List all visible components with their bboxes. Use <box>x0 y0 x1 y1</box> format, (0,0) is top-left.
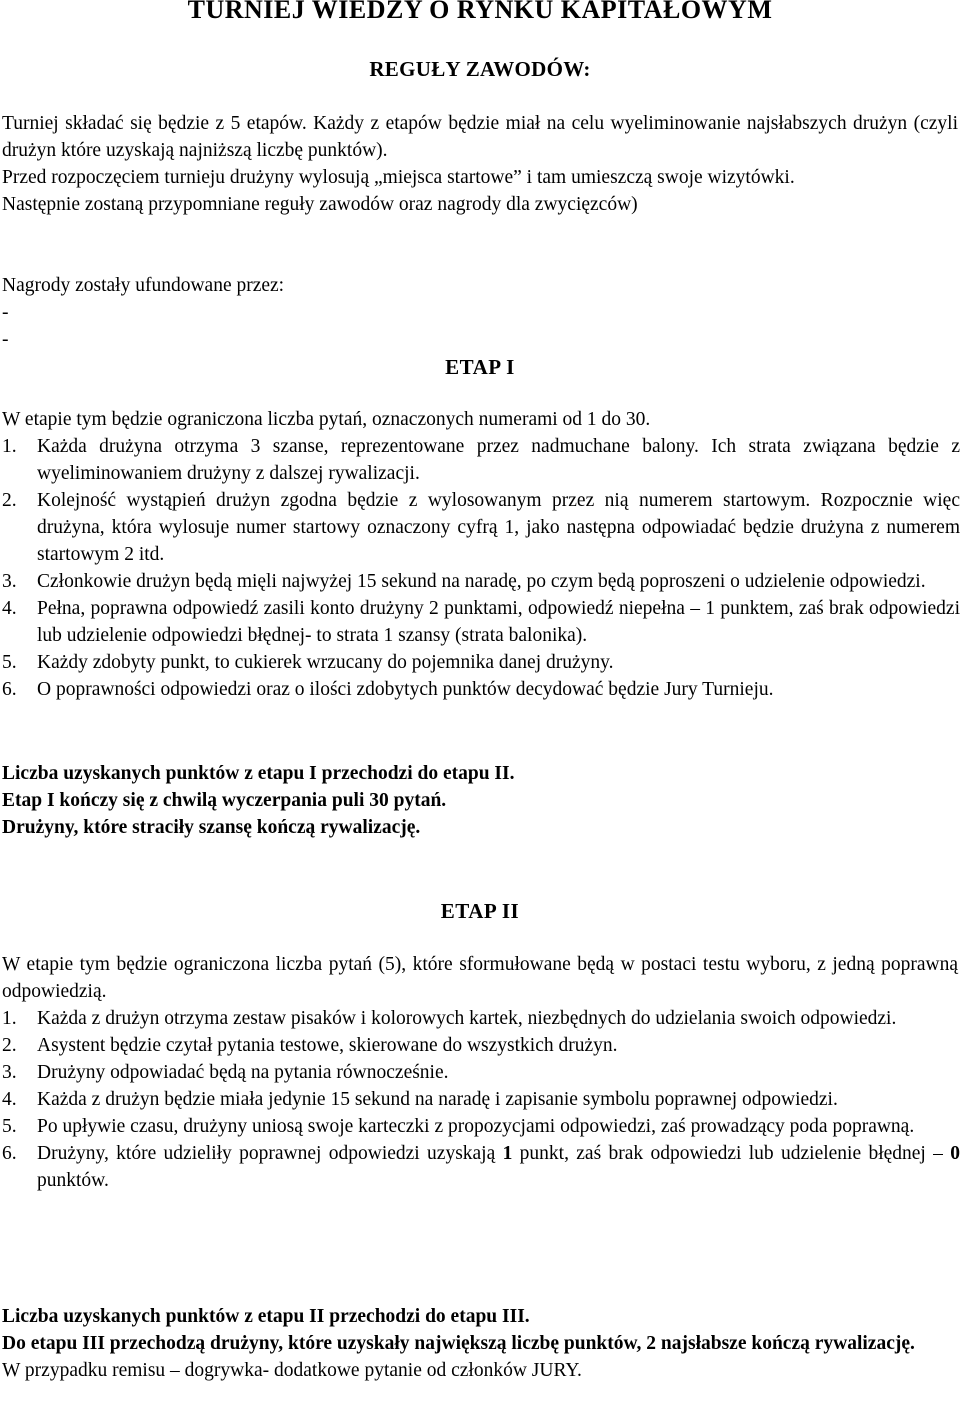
list-item <box>2 1140 960 1194</box>
stage2-intro: W etapie tym będzie ograniczona liczba pytań (5), które sformułowane będą w postaci testu wyboru, z jedną poprawną odpowiedzią. <box>2 954 958 1002</box>
item-number: 1. <box>2 1008 17 1029</box>
list-item <box>2 1032 960 1059</box>
summary-line: Drużyny, które straciły szansę kończą rywalizację. <box>2 817 421 838</box>
summary-line: Liczba uzyskanych punktów z etapu II przechodzi do etapu III. <box>2 1306 530 1327</box>
item-text: punktów. <box>37 1170 109 1191</box>
list-item <box>2 676 960 703</box>
item-text: Każda drużyna otrzyma 3 szanse, reprezentowane przez nadmuchane balony. Ich strata związana będzie z wyeliminowaniem drużyny z dalszej rywalizacji. <box>37 436 960 484</box>
list-item <box>2 1113 960 1140</box>
rules-subtitle: REGUŁY ZAWODÓW: <box>369 57 591 81</box>
list-item <box>2 649 960 676</box>
item-text: Asystent będzie czytał pytania testowe, skierowane do wszystkich drużyn. <box>37 1035 618 1056</box>
intro-paragraph: Następnie zostaną przypomniane reguły zawodów oraz nagrody dla zwycięzców) <box>2 194 638 215</box>
list-item <box>2 433 960 487</box>
item-number: 5. <box>2 1116 17 1137</box>
points-value: 1 <box>502 1143 513 1164</box>
list-item <box>2 568 960 595</box>
item-number: 2. <box>2 1035 17 1056</box>
summary-line: Etap I kończy się z chwilą wyczerpania puli 30 pytań. <box>2 790 447 811</box>
summary-line: Liczba uzyskanych punktów z etapu I przechodzi do etapu II. <box>2 763 515 784</box>
stage1-heading: ETAP I <box>445 355 515 379</box>
item-number: 1. <box>2 436 17 457</box>
list-item <box>2 595 960 649</box>
stage2-summary <box>2 1303 958 1384</box>
item-text: O poprawności odpowiedzi oraz o ilości zdobytych punktów decydować będzie Jury Turnieju. <box>37 679 774 700</box>
item-text: Drużyny odpowiadać będą na pytania równocześnie. <box>37 1062 449 1083</box>
item-number: 6. <box>2 1143 17 1164</box>
list-item <box>2 1086 960 1113</box>
item-number: 3. <box>2 1062 17 1083</box>
sponsors-label: Nagrody zostały ufundowane przez: <box>2 275 285 296</box>
item-number: 5. <box>2 652 17 673</box>
item-text: Członkowie drużyn będą mięli najwyżej 15 sekund na naradę, po czym będą poproszeni o udzielenie odpowiedzi. <box>37 571 926 592</box>
item-number: 3. <box>2 571 17 592</box>
summary-line: Do etapu III przechodzą drużyny, które uzyskały największą liczbę punktów, 2 najsłabsze kończą rywalizację. <box>2 1333 915 1354</box>
tiebreak-line: W przypadku remisu – dogrywka- dodatkowe pytanie od członków JURY. <box>2 1360 582 1381</box>
intro-paragraph: Turniej składać się będzie z 5 etapów. Każdy z etapów będzie miał na celu wyeliminowanie najsłabszych drużyn (czyli drużyn które uzyskają najniższą liczbę punktów). <box>2 113 958 161</box>
intro-paragraph: Przed rozpoczęciem turnieju drużyny wylosują „miejsca startowe” i tam umieszczą swoje wizytówki. <box>2 167 795 188</box>
item-text: Drużyny, które udzieliły poprawnej odpowiedzi uzyskają <box>37 1143 503 1164</box>
item-number: 4. <box>2 598 17 619</box>
list-item <box>2 487 960 568</box>
item-text: punkt, zaś brak odpowiedzi lub udzielenie błędnej – <box>512 1143 951 1164</box>
stage1-summary <box>2 760 958 841</box>
item-text: Po upływie czasu, drużyny uniosą swoje karteczki z propozycjami odpowiedzi, zaś prowadzący poda poprawną. <box>37 1116 915 1137</box>
stage2-heading: ETAP II <box>440 899 520 923</box>
intro-section <box>2 110 958 218</box>
stage2-rules <box>2 1005 960 1194</box>
points-value: 0 <box>950 1143 960 1164</box>
item-number: 2. <box>2 490 17 511</box>
item-number: 6. <box>2 679 17 700</box>
stage1-rules <box>2 433 960 703</box>
list-item <box>2 1005 960 1032</box>
item-text: Kolejność wystąpień drużyn zgodna będzie z wylosowanym przez nią numerem startowym. Rozpocznie więc drużyna, która wylosuje numer startowy oznaczony cyfrą 1, jako następna odpowiadać będzie drużyna z numerem startowym 2 itd. <box>37 490 960 565</box>
stage1-intro: W etapie tym będzie ograniczona liczba pytań, oznaczonych numerami od 1 do 30. <box>2 409 651 430</box>
item-text: Każda z drużyn otrzyma zestaw pisaków i kolorowych kartek, niezbędnych do udzielania swoich odpowiedzi. <box>37 1008 897 1029</box>
item-text: Pełna, poprawna odpowiedź zasili konto drużyny 2 punktami, odpowiedź niepełna – 1 punktem, zaś brak odpowiedzi lub udzielenie odpowiedzi błędnej- to strata 1 szansy (strata balonika). <box>37 598 960 646</box>
sponsor-item: - <box>2 302 9 323</box>
item-text: Każda z drużyn będzie miała jedynie 15 sekund na naradę i zapisanie symbolu poprawnej odpowiedzi. <box>37 1089 838 1110</box>
sponsor-item: - <box>2 329 9 350</box>
item-number: 4. <box>2 1089 17 1110</box>
item-text: Każdy zdobyty punkt, to cukierek wrzucany do pojemnika danej drużyny. <box>37 652 614 673</box>
document-title: TURNIEJ WIEDZY O RYNKU KAPITAŁOWYM <box>187 0 773 24</box>
list-item <box>2 1059 960 1086</box>
